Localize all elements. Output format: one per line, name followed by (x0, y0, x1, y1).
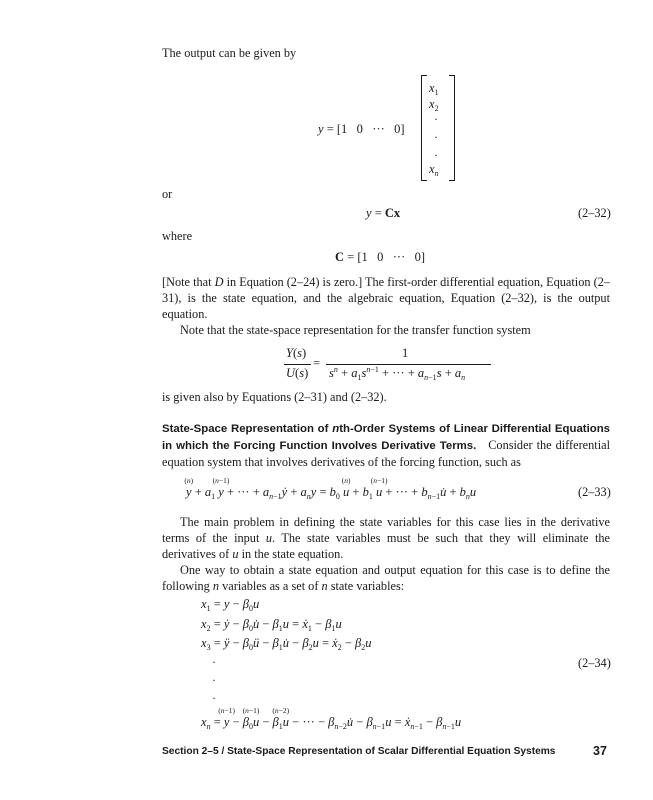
state-eq-dot: · (212, 673, 216, 687)
word-or: or (162, 187, 173, 201)
word-where: where (162, 229, 193, 243)
equation-C: C = [1 0 ··· 0] (335, 250, 426, 264)
note-paragraph: [Note that D in Equation (2–24) is zero.] The first-order differential equation, Equation (2–31), is the state equation, and the algebraic equation, Equation (2–32), is the output equation. (162, 275, 610, 322)
equation-output-lhs: y = [1 0 ··· 0] (318, 122, 405, 136)
vector-entry-x1: $x_1$ (429, 81, 439, 97)
equation-number-2-32: (2–32) (578, 206, 611, 220)
state-eq-x3: $x_3$ = ÿ − $\beta_0ü$ − $\beta_1u̇ - \beta_2u$ = ẋ$_2$ − $\beta_2u$ (201, 636, 372, 652)
equation-2-32: y = Cx (366, 206, 401, 220)
main-problem-paragraph: The main problem in defining the state variables for this case lies in the derivative terms of the input u. The state variables must be such that they will eliminate the derivatives of u in the state equation. (162, 515, 610, 562)
one-way-paragraph: One way to obtain a state equation and output equation for this case is to define the following n variables as a set of n state variables: (162, 563, 610, 594)
tf-rhs-numerator: 1 (402, 346, 409, 360)
vector-dot: · (434, 148, 438, 162)
tf-denominator: U(s) (286, 366, 309, 380)
section-heading: State-Space Representation of nth-Order Systems of Linear Differential Equations in which the Forcing Function Involves Derivative Terms. (162, 423, 610, 453)
tf-equals: = (313, 356, 321, 370)
state-eq-xn: $x_n = y$ (n−1) − $\beta_0u$ (n−1) − $\beta_1u$ (n−2) − ··· − $\beta_{n-2}u̇ - \beta_{n-1}u$ = ẋ$_{n-1}$ − $\beta_{n-1}u$ (201, 706, 462, 731)
equation-number-2-33: (2–33) (578, 485, 611, 499)
vector-entry-x2: $x_2$ (429, 97, 439, 113)
vector-dot: · (434, 112, 438, 126)
note-paragraph-2: Note that the state-space representation for the transfer function system (180, 323, 531, 337)
equation-2-33: y (n) + $a_1$ y (n−1) + ··· + $a_{n-1}ẏ + a_ny = b_0$ u (n) + $b_1$ u (n−1) + ··· + $b_{n-1}u̇ + b_nu$ (184, 476, 477, 501)
section-paragraph: State-Space Representation of nth-Order Systems of Linear Differential Equations in which the Forcing Function Involves Derivative Terms. Consider the differential equation system that involves derivatives of the forcing function, such as (162, 423, 610, 470)
tf-rhs-denominator: $s^n + a_1s^{n-1}$ + ··· + $a_{n-1}s + a_n$ (329, 365, 466, 382)
footer-section-title: Section 2–5 / State-Space Representation of Scalar Differential Equation Systems (162, 746, 556, 757)
state-eq-x1: $x_1 = y - \beta_0u$ (201, 597, 260, 613)
given-also-text: is given also by Equations (2–31) and (2–32). (162, 390, 387, 404)
tf-numerator: Y(s) (286, 346, 307, 360)
page-number: 37 (593, 744, 607, 758)
state-eq-dot: · (212, 691, 216, 705)
vector-entry-xn: $x_n$ (429, 162, 439, 178)
state-eq-x2: $x_2$ = ẏ − $\beta_0u̇ - \beta_1u$ = ẋ$_1$ − $\beta_1u$ (201, 617, 342, 633)
state-eq-dot: · (212, 655, 216, 669)
intro-output-text: The output can be given by (162, 46, 297, 60)
vector-dot: · (434, 130, 438, 144)
equation-number-2-34: (2–34) (578, 656, 611, 670)
